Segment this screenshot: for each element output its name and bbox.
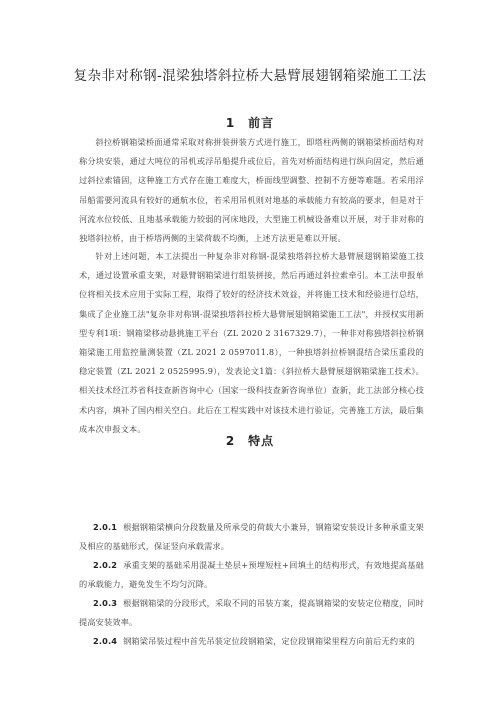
feature-item	[79, 556, 424, 593]
feature-item	[79, 632, 424, 651]
document-title: 复杂非对称钢-混梁独塔斜拉桥大悬臂展翅钢箱梁施工工法	[73, 68, 427, 84]
feature-item-text: 根据钢箱梁的分段形式，采取不同的吊装方案，提高钢箱梁的安装定位精度，同时提高安装效率。	[79, 598, 424, 627]
feature-item-text: 根据钢箱梁横向分段数量及所承受的荷载大小兼异，钢箱梁安装设计多种承重支架及相应的基础形式，保证竖向承载需求。	[79, 522, 424, 551]
feature-item	[79, 518, 424, 555]
feature-item-number: 2.0.4	[93, 636, 118, 646]
preface-paragraph-1: 斜拉桥钢箱梁桥面通常采取对称拼装拼装方式进行施工，即塔柱两侧的钢箱梁桥面结构对称分块安装，通过大吨位的吊机或浮吊船提升或位后，首先对桥面结构进行纵向固定，然后通过斜拉索锚固，这种施工方式存在施工难度大，桥面线型调整、控制不方便等难题。若采用浮吊船需要河流具有较好的通航水位，若采用吊机则对地基的承载能力有较高的要求，但是对于河流水位较低、且地基承载能力较弱的河床地段，大型施工机械设备难以开展，对于非对称的独塔斜拉桥，由于桥塔两侧的主梁荷载不均衡，上述方法更是难以开展。	[79, 137, 424, 244]
feature-item-number: 2.0.1	[93, 522, 118, 532]
preface-paragraph-2: 针对上述问题，本工法提出一种复杂非对称钢-混梁独塔斜拉桥大悬臂展翅钢箱梁施工技术，通过设置承重支架，对悬臂钢箱梁进行组装拼接，然后再通过斜拉索牵引。本工法申报单位将相关技术应用于实际工程，取得了较好的经济技术效益，并将施工技术和经验进行总结，集成了企业施工法"复杂非对称钢-混梁独塔斜拉桥大悬臂展翅钢箱梁施工工法"，并授权实用新型专利1项：钢箱梁移动悬挑施工平台（ZL 2020 2 3167329.7），一种非对称独塔斜拉桥钢箱梁施工用监控量测装置（ZL 2021 2 0597011.8），一种独塔斜拉桥钢混结合梁压重段的稳定装置（ZL 2021 2 0525995.9），发表论文1篇：《斜拉桥大悬臂展翅钢箱梁施工技术》。相关技术经江苏省科技查新咨询中心（国家一级科技查新咨询单位）查新，此工法部分核心技术内容，填补了国内相关空白。此后在工程实践中对该技术进行验证，完善施工方法，最后集成本次申报文本。	[79, 251, 424, 434]
section-heading-preface: 1 前言	[225, 116, 275, 130]
feature-item-text: 承重支架的基础采用混凝土垫层+预埋短柱+回填土的结构形式，有效地提高基础的承载能力，避免发生不均匀沉降。	[79, 560, 424, 589]
feature-item-text: 钢箱梁吊装过程中首先吊装定位段钢箱梁，定位段钢箱梁里程方向前后无约束的	[123, 636, 415, 646]
feature-item-number: 2.0.3	[93, 598, 118, 608]
feature-item	[79, 594, 424, 631]
section-heading-features: 2 特点	[225, 434, 275, 448]
feature-item-number: 2.0.2	[93, 560, 118, 570]
